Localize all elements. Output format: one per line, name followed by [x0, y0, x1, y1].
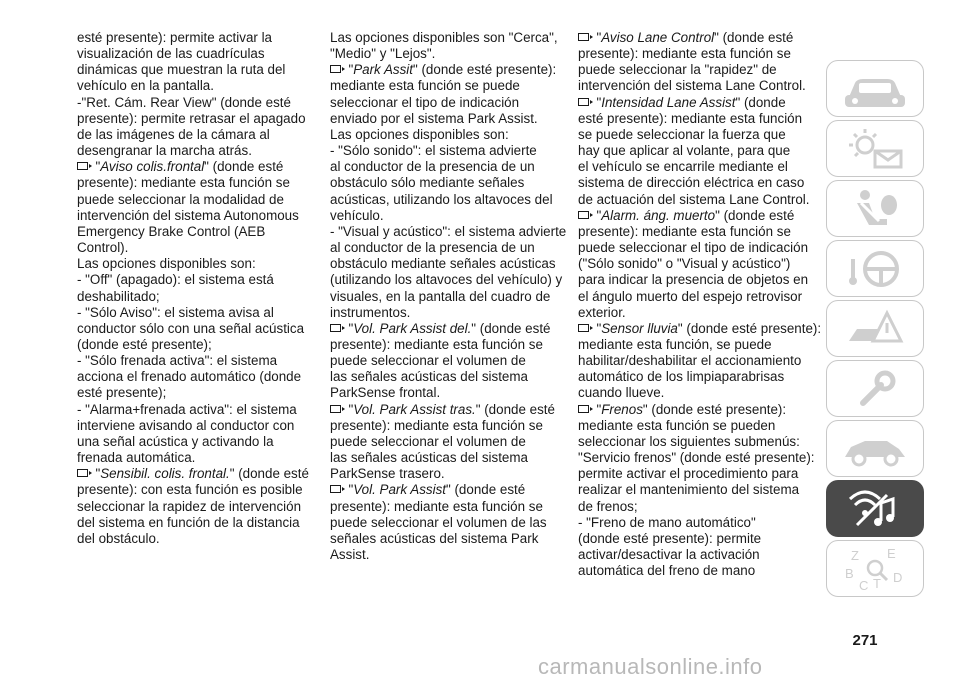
line-text: Control). — [77, 240, 129, 256]
text-line — [77, 531, 297, 547]
line-text: " (donde esté — [715, 207, 795, 223]
line-text: puede seleccionar el tipo de indicación — [578, 240, 809, 256]
line-text: - "Freno de mano automático" — [578, 514, 756, 530]
line-text: visualización de las cuadrículas — [77, 46, 265, 62]
text-line — [578, 515, 816, 531]
menu-arrow-icon — [578, 405, 589, 413]
text-line — [330, 62, 560, 78]
line-text: presente): mediante esta función se — [330, 498, 543, 514]
text-line — [77, 498, 302, 515]
line-text: vehículo. — [330, 207, 384, 223]
text-line — [77, 62, 297, 78]
menu-arrow-icon — [578, 33, 589, 41]
text-line — [578, 95, 816, 111]
tab-car-dashboard[interactable] — [826, 60, 924, 117]
wrench-icon — [835, 367, 915, 411]
menu-arrow-icon — [330, 405, 341, 413]
line-text: presente): con esta función es posible — [77, 482, 303, 498]
line-text: obstáculo sólo mediante señales — [330, 175, 525, 191]
tab-starting-driving[interactable] — [826, 240, 924, 297]
line-text: del sistema en función de la distancia — [77, 514, 300, 530]
line-text: " (donde esté presente): — [677, 320, 822, 336]
text-line — [578, 531, 816, 547]
text-line — [330, 547, 560, 563]
text-line — [330, 159, 560, 175]
text-line — [578, 224, 816, 240]
text-column-2 — [330, 30, 567, 563]
line-text: "Medio" y "Lejos". — [330, 46, 436, 62]
text-line — [578, 272, 816, 288]
quote-open: " — [348, 62, 354, 78]
line-text: ParkSense frontal. — [330, 385, 441, 401]
watermark: carmanualsonline.info — [538, 654, 763, 679]
text-line — [330, 223, 567, 240]
text-line — [578, 385, 816, 401]
text-line — [330, 369, 560, 385]
line-text: permite activar el procedimiento para — [578, 466, 799, 482]
line-text: " (donde esté presente): — [413, 62, 557, 78]
text-column-3 — [578, 30, 822, 579]
line-text: intervención del sistema Lane Control. — [578, 78, 806, 94]
text-line — [578, 30, 816, 46]
menu-arrow-icon — [578, 324, 589, 332]
text-line — [330, 337, 560, 353]
line-text: activar/desactivar la activación — [578, 547, 760, 562]
car-side-icon — [835, 427, 915, 471]
text-line — [578, 127, 816, 143]
text-line — [77, 402, 297, 418]
line-text: se puede seleccionar la fuerza que — [578, 126, 786, 142]
line-text: habilitar/deshabilitar el accionamiento — [578, 353, 802, 369]
line-text: obstáculo mediante señales acústicas — [330, 256, 556, 272]
tab-lights-messages[interactable] — [826, 120, 924, 177]
text-line — [77, 272, 297, 288]
index-letter: B — [845, 565, 854, 581]
text-line — [578, 563, 816, 579]
line-text: una señal acústica y activando la — [77, 433, 274, 449]
text-line — [330, 111, 560, 127]
tab-technical-data[interactable] — [826, 420, 924, 477]
text-line — [578, 337, 816, 353]
text-line — [330, 78, 560, 94]
text-line — [578, 289, 816, 305]
text-line — [330, 30, 560, 46]
warning-triangle-car-icon — [835, 307, 915, 351]
index-letter: D — [893, 569, 903, 585]
line-text: " (donde esté — [714, 30, 794, 45]
text-line — [77, 482, 303, 498]
line-text: frenada automática. — [77, 450, 196, 466]
text-line — [77, 369, 302, 385]
line-text: (donde esté presente); — [77, 336, 212, 352]
line-text: puede seleccionar la "rapidez" de — [578, 62, 777, 78]
text-line — [330, 353, 560, 369]
text-line — [330, 385, 560, 401]
text-line — [330, 127, 560, 143]
text-line — [77, 175, 297, 191]
text-line — [330, 402, 560, 418]
text-line — [578, 450, 816, 466]
menu-arrow-icon — [578, 211, 589, 219]
text-line — [330, 499, 560, 515]
text-line — [77, 224, 297, 240]
line-text: exterior. — [578, 304, 626, 320]
text-line — [330, 256, 560, 272]
text-line — [578, 78, 816, 94]
text-line — [77, 159, 297, 175]
quote-open: " — [596, 401, 602, 417]
text-line — [77, 143, 297, 159]
text-line — [77, 208, 297, 224]
text-line — [578, 208, 816, 224]
line-text: mediante esta función se puede — [330, 78, 520, 94]
text-line — [578, 499, 816, 515]
line-text: automática del freno de mano — [578, 563, 756, 579]
line-text: presente): mediante esta función se — [330, 417, 543, 433]
line-text: - "Sólo Aviso": el sistema avisa al — [77, 304, 274, 320]
line-text: intervención del sistema Autonomous — [77, 207, 299, 223]
line-text: " (donde esté — [204, 159, 284, 175]
menu-arrow-icon — [578, 98, 589, 106]
line-text: " (donde esté — [229, 466, 309, 482]
text-line — [77, 385, 297, 401]
text-line — [578, 402, 816, 418]
line-text: seleccionar los siguientes submenús: — [578, 433, 800, 449]
quote-open: " — [95, 159, 101, 175]
text-line — [330, 143, 560, 159]
text-line — [330, 46, 560, 62]
lights-message-icon — [835, 127, 915, 171]
line-text: - "Visual y acústico": el sistema advierte — [330, 223, 567, 239]
menu-item-name: Sensor lluvia — [601, 320, 678, 336]
text-line — [77, 337, 297, 353]
line-text: " (donde esté — [471, 320, 551, 336]
line-text: de las imágenes de la cámara al — [77, 126, 270, 142]
line-text: cuando llueve. — [578, 385, 665, 401]
line-text: instrumentos. — [330, 304, 411, 320]
line-text: realizar el mantenimiento del sistema — [578, 482, 800, 498]
text-line — [330, 531, 560, 547]
line-text: puede seleccionar el volumen de las — [330, 514, 547, 530]
menu-item-name: Vol. Park Assist del. — [353, 320, 472, 336]
line-text: -"Ret. Cám. Rear View" (donde esté — [77, 94, 291, 110]
text-line — [330, 208, 560, 224]
text-line — [77, 418, 297, 434]
line-text: (utilizando los altavoces del vehículo) y — [330, 272, 563, 288]
text-line — [77, 127, 297, 143]
line-text: esté presente): permite activar la — [77, 30, 272, 45]
text-line — [578, 240, 816, 256]
quote-open: " — [596, 94, 602, 110]
text-line — [77, 450, 297, 466]
line-text: presente): permite retrasar el apagado — [77, 110, 306, 126]
text-line — [578, 369, 816, 385]
text-line — [77, 95, 297, 111]
line-text: el ángulo muerto del espejo retrovisor — [578, 288, 803, 304]
menu-item-name: Aviso Lane Control — [601, 30, 715, 45]
text-line — [77, 110, 306, 127]
tab-index[interactable] — [826, 540, 924, 597]
text-line — [77, 305, 297, 321]
text-line — [77, 192, 297, 208]
line-text: - "Off" (apagado): el sistema está — [77, 272, 274, 288]
text-line — [77, 240, 297, 256]
text-line — [330, 515, 560, 531]
text-line — [578, 353, 816, 369]
line-text: Las opciones disponibles son: — [77, 256, 256, 272]
line-text: sistema de dirección eléctrica en caso — [578, 175, 805, 191]
text-line — [77, 466, 309, 482]
page-number: 271 — [852, 632, 878, 649]
line-text: deshabilitado; — [77, 288, 160, 304]
line-text: presente): mediante esta función se — [578, 223, 791, 239]
text-line — [77, 320, 305, 337]
line-text: enviado por el sistema Park Assist. — [330, 110, 538, 126]
chapter-sidebar — [826, 60, 926, 600]
text-line — [578, 175, 816, 191]
line-text: " (donde — [735, 94, 786, 110]
index-letter: T — [873, 575, 881, 591]
menu-item-name: Intensidad Lane Assist — [601, 94, 736, 110]
line-text: puede seleccionar la modalidad de — [77, 191, 284, 207]
line-text: ("Sólo sonido" o "Visual y acústico") — [578, 256, 791, 272]
text-line — [330, 305, 560, 321]
line-text: esté presente): mediante esta función — [578, 110, 803, 126]
quote-open: " — [596, 207, 602, 223]
line-text: ParkSense trasero. — [330, 466, 445, 482]
seat-airbag-icon — [835, 187, 915, 231]
quote-open: " — [596, 30, 602, 45]
line-text: presente): mediante esta función se — [77, 175, 290, 191]
line-text: seleccionar el tipo de indicación — [330, 94, 520, 110]
text-line — [330, 434, 560, 450]
text-line — [578, 256, 816, 272]
line-text: del obstáculo. — [77, 530, 160, 546]
line-text: presente): mediante esta función se — [330, 336, 543, 352]
line-text: Las opciones disponibles son "Cerca", — [330, 30, 558, 45]
line-text: señales acústicas del sistema Park — [330, 530, 539, 546]
line-text: de actuación del sistema Lane Control. — [578, 191, 810, 207]
text-line — [578, 418, 816, 434]
text-line — [77, 46, 297, 62]
text-line — [330, 240, 560, 256]
text-column-1 — [77, 30, 309, 547]
steering-key-icon — [835, 247, 915, 291]
line-text: (donde esté presente): permite — [578, 530, 762, 546]
text-line — [77, 514, 300, 531]
line-text: puede seleccionar el volumen de — [330, 353, 526, 369]
line-text: acciona el frenado automático (donde — [77, 369, 302, 385]
menu-arrow-icon — [77, 162, 88, 170]
text-line — [578, 305, 816, 321]
line-text: mediante esta función se pueden — [578, 417, 776, 433]
text-line — [77, 256, 297, 272]
quote-open: " — [596, 320, 602, 336]
text-line — [578, 46, 816, 62]
text-line — [77, 289, 297, 305]
menu-arrow-icon — [330, 324, 341, 332]
multimedia-icon — [835, 485, 915, 533]
line-text: hay que aplicar al volante, para que — [578, 143, 791, 159]
text-line — [77, 30, 297, 46]
index-letters-icon — [835, 544, 915, 594]
text-line — [330, 175, 560, 191]
text-line — [330, 321, 560, 337]
menu-arrow-icon — [330, 65, 341, 73]
line-text: las señales acústicas del sistema — [330, 450, 528, 466]
line-text: Emergency Brake Control (AEB — [77, 223, 266, 239]
index-letter: C — [859, 577, 869, 593]
line-text: las señales acústicas del sistema — [330, 369, 528, 385]
tab-multimedia[interactable] — [826, 480, 924, 537]
tab-emergency[interactable] — [826, 300, 924, 357]
line-text: al conductor de la presencia de un — [330, 159, 535, 175]
text-line — [330, 289, 560, 305]
menu-item-name: Vol. Park Assist tras. — [353, 401, 476, 417]
line-text: seleccionar la rapidez de intervención — [77, 498, 302, 514]
text-line — [330, 272, 563, 288]
text-line — [578, 62, 816, 78]
line-text: - "Sólo frenada activa": el sistema — [77, 353, 278, 369]
text-line — [77, 434, 297, 450]
text-line — [578, 159, 816, 175]
car-dashboard-icon — [835, 67, 915, 111]
menu-item-name: Alarm. áng. muerto — [601, 207, 716, 223]
line-text: visuales, en la pantalla del cuadro de — [330, 288, 551, 304]
tab-safety[interactable] — [826, 180, 924, 237]
index-letter: E — [887, 545, 896, 561]
line-text: "Servicio frenos" (donde esté presente): — [578, 450, 815, 466]
line-text: " (donde esté presente): — [642, 401, 787, 417]
line-text: Assist. — [330, 547, 370, 562]
menu-item-name: Park Assit — [353, 62, 413, 78]
line-text: - "Sólo sonido": el sistema advierte — [330, 143, 537, 159]
text-line — [330, 450, 560, 466]
line-text: " (donde esté — [446, 482, 526, 498]
menu-arrow-icon — [77, 469, 88, 477]
text-line — [578, 320, 822, 337]
text-line — [578, 547, 816, 563]
line-text: dinámicas que muestran la ruta del — [77, 62, 286, 78]
text-line — [77, 353, 297, 369]
line-text: el vehículo se encarrile mediante el — [578, 159, 788, 175]
text-line — [330, 192, 560, 208]
line-text: para indicar la presencia de objetos en — [578, 272, 809, 288]
menu-item-name: Aviso colis.frontal — [100, 159, 205, 175]
text-line — [330, 466, 560, 482]
line-text: puede seleccionar el volumen de — [330, 433, 526, 449]
text-line — [578, 482, 816, 498]
line-text: presente): mediante esta función se — [578, 46, 791, 62]
menu-item-name: Frenos — [601, 401, 643, 417]
text-line — [578, 143, 816, 159]
quote-open: " — [348, 320, 354, 336]
menu-arrow-icon — [330, 485, 341, 493]
index-letter: Z — [851, 547, 859, 563]
text-line — [578, 466, 816, 482]
text-line — [330, 418, 560, 434]
menu-item-name: Sensibil. colis. frontal. — [100, 466, 230, 482]
line-text: acústicas, utilizando los altavoces del — [330, 191, 553, 207]
line-text: interviene avisando al conductor con — [77, 417, 295, 433]
line-text: esté presente); — [77, 385, 167, 401]
line-text: desengranar la marcha atrás. — [77, 143, 252, 159]
line-text: conductor sólo con una señal acústica — [77, 320, 305, 336]
line-text: Las opciones disponibles son: — [330, 126, 509, 142]
line-text: vehículo en la pantalla. — [77, 78, 214, 94]
text-line — [330, 482, 560, 498]
text-line — [578, 434, 816, 450]
quote-open: " — [348, 482, 354, 498]
text-line — [578, 192, 816, 208]
line-text: automático de los limpiaparabrisas — [578, 369, 785, 385]
quote-open: " — [95, 466, 101, 482]
line-text: - "Alarma+frenada activa": el sistema — [77, 401, 297, 417]
quote-open: " — [348, 401, 354, 417]
line-text: mediante esta función, se puede — [578, 336, 772, 352]
text-line — [77, 78, 297, 94]
line-text: al conductor de la presencia de un — [330, 240, 535, 256]
tab-maintenance[interactable] — [826, 360, 924, 417]
line-text: de frenos; — [578, 498, 638, 514]
line-text: " (donde esté — [475, 401, 555, 417]
text-line — [578, 111, 816, 127]
menu-item-name: Vol. Park Assist — [353, 482, 446, 498]
text-line — [330, 95, 560, 111]
